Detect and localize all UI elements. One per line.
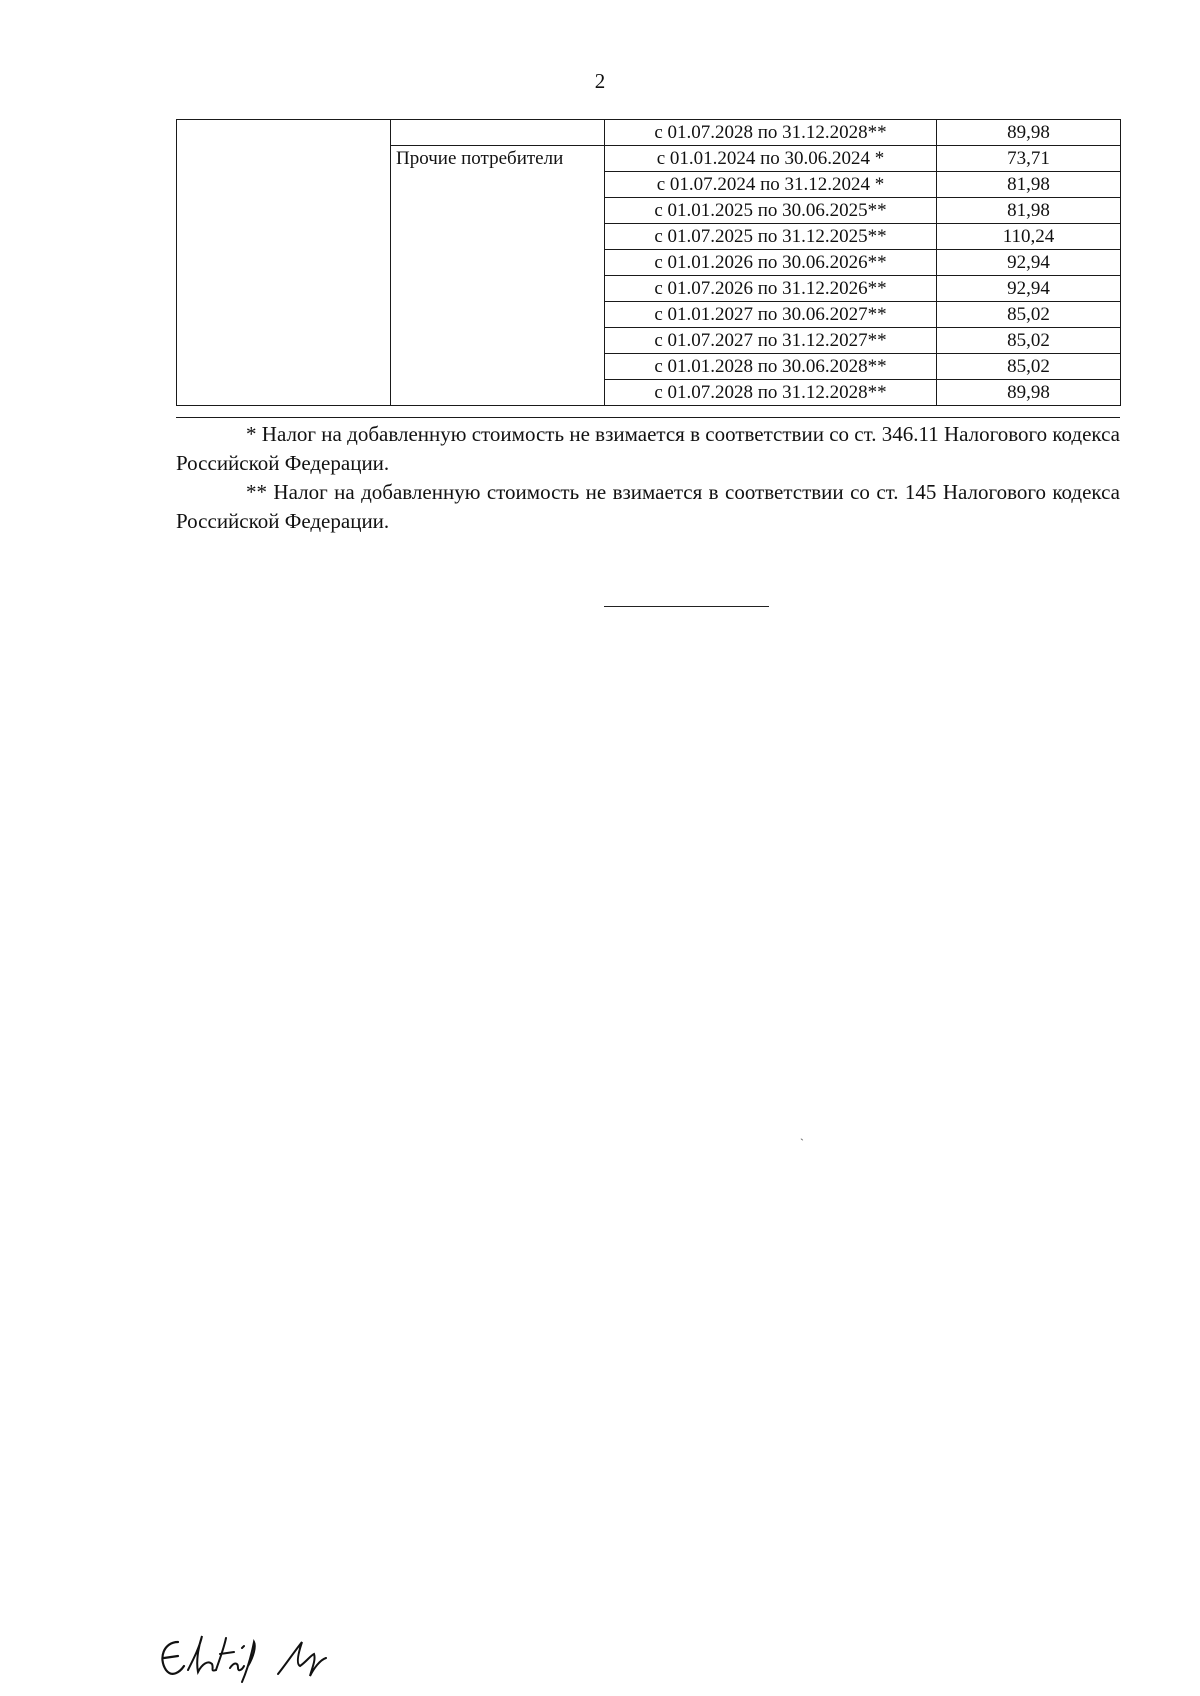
tariff-value-cell: 92,94: [937, 250, 1121, 276]
tariff-value-cell: 85,02: [937, 328, 1121, 354]
period-cell: с 01.01.2026 по 30.06.2026**: [605, 250, 937, 276]
tariff-value-cell: 73,71: [937, 146, 1121, 172]
category-cell: Прочие потребители: [391, 146, 605, 406]
tariff-table: [176, 119, 1121, 406]
stray-mark: `: [800, 1136, 804, 1150]
period-cell: с 01.07.2024 по 31.12.2024 *: [605, 172, 937, 198]
footnote-double-asterisk: ** Налог на добавленную стоимость не взимается в соответствии со ст. 145 Налогового кодекса Российской Федерации.: [176, 480, 1120, 533]
category-cell-empty: [391, 120, 605, 146]
period-cell: с 01.07.2025 по 31.12.2025**: [605, 224, 937, 250]
consumer-group-cell: [177, 120, 391, 406]
period-cell: с 01.07.2028 по 31.12.2028**: [605, 380, 937, 406]
tariff-value-cell: 85,02: [937, 354, 1121, 380]
period-cell: с 01.07.2027 по 31.12.2027**: [605, 328, 937, 354]
period-cell: с 01.01.2027 по 30.06.2027**: [605, 302, 937, 328]
tariff-value-cell: 92,94: [937, 276, 1121, 302]
tariff-value-cell: 81,98: [937, 172, 1121, 198]
period-cell: с 01.07.2026 по 31.12.2026**: [605, 276, 937, 302]
tariff-value-cell: 89,98: [937, 380, 1121, 406]
separator-line: [604, 606, 769, 607]
footnote-single-asterisk: * Налог на добавленную стоимость не взимается в соответствии со ст. 346.11 Налогового кодекса Российской Федерации.: [176, 422, 1120, 475]
footnotes: [176, 420, 1120, 536]
table-row: [177, 120, 1121, 146]
handwritten-signature: [150, 1612, 340, 1687]
tariff-value-cell: 81,98: [937, 198, 1121, 224]
tariff-value-cell: 89,98: [937, 120, 1121, 146]
table-bottom-rule: [176, 417, 1120, 418]
period-cell: с 01.07.2028 по 31.12.2028**: [605, 120, 937, 146]
period-cell: с 01.01.2028 по 30.06.2028**: [605, 354, 937, 380]
page-number: 2: [594, 69, 606, 93]
period-cell: с 01.01.2025 по 30.06.2025**: [605, 198, 937, 224]
tariff-value-cell: 85,02: [937, 302, 1121, 328]
period-cell: с 01.01.2024 по 30.06.2024 *: [605, 146, 937, 172]
tariff-value-cell: 110,24: [937, 224, 1121, 250]
